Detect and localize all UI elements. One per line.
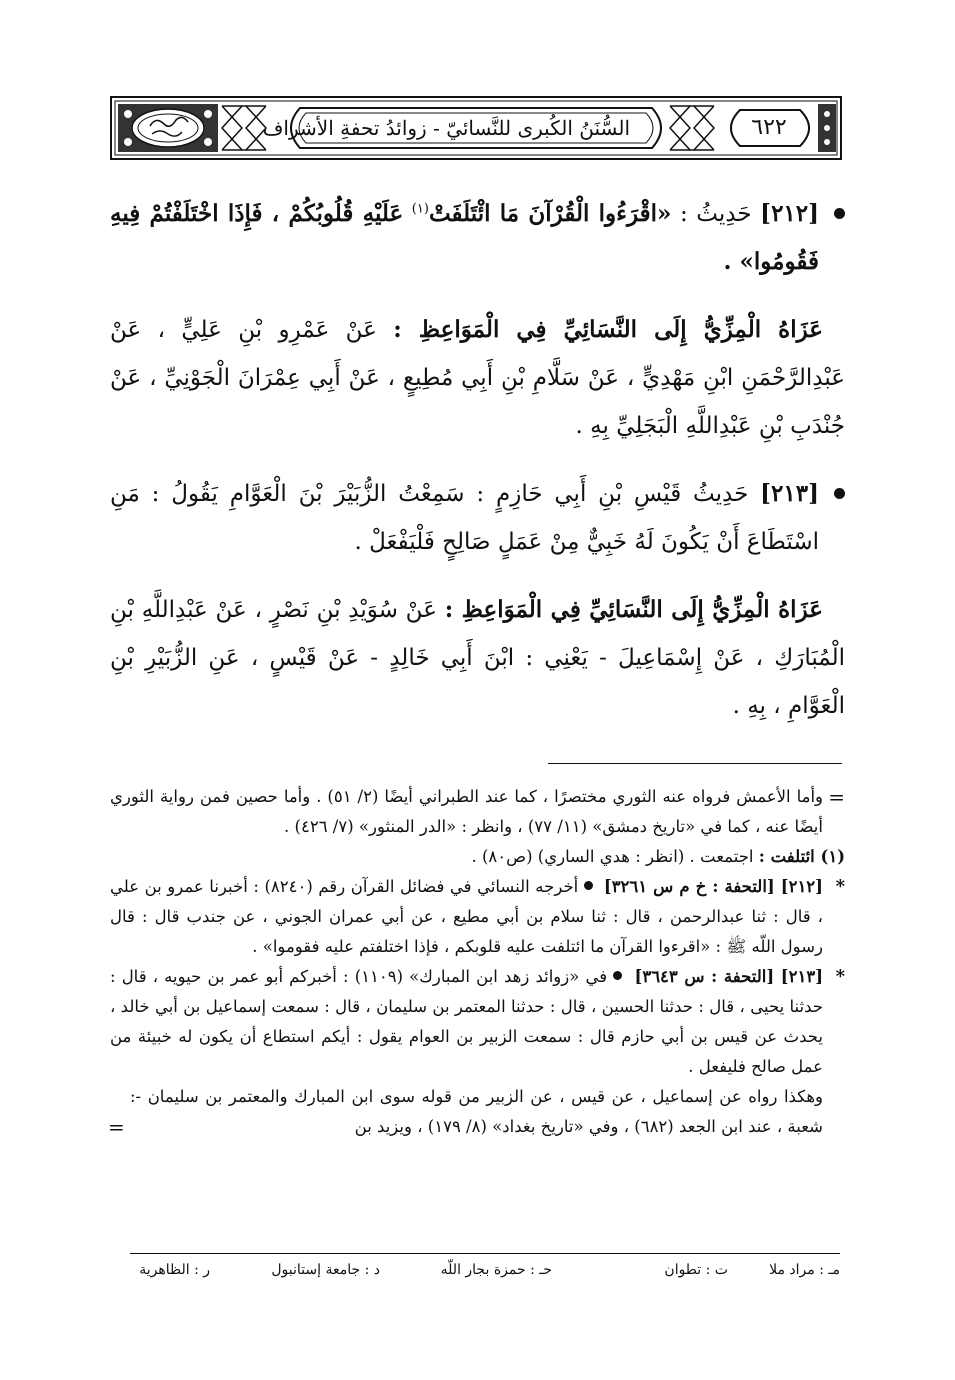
legend-item: مـ : مراد ملا	[769, 1262, 840, 1278]
star-mark: *	[835, 876, 845, 897]
continues-mark: =	[108, 1115, 125, 1139]
legend-item: ت : تطوان	[664, 1262, 728, 1278]
footnote-1	[110, 842, 845, 872]
continuation-mark: =	[828, 785, 845, 809]
footnote-ref: (١)	[411, 201, 429, 217]
legend-item: ر : الظاهرية	[139, 1262, 210, 1278]
note-213-text: في «زوائد زهد ابن المبارك» (١١٠٩) : أخبركم أبو عمر بن حيويه ، قال : حدثنا يحيى ، قال : حدثنا الحسين ، قال : حدثنا المعتمر بن سليمان ، قال : سمعت إسماعيل بن أبي خالد ، يحدث عن قيس بن أبي حازم قال : سمعت الزبير بن العوام يقول : أيكم استطاع أن يكون له خبيئة من عمل صالح فليفعل .	[110, 967, 823, 1076]
star-mark: *	[835, 966, 845, 987]
attribution-chain: عَنْ سُوَيْدِ بْنِ نَصْرٍ ، عَنْ عَبْدِاللَّهِ بْنِ الْمُبَارَكِ ، عَنْ إِسْمَاعِيلَ - يَعْنِي : ابْنَ أَبِي خَالِدٍ - عَنْ قَيْسٍ ، عَنِ الزُّبَيْرِ بْنِ الْعَوَّامِ ، بِهِ .	[110, 597, 845, 719]
footnote-1-label: (١) ائتلفت :	[758, 847, 845, 866]
entry-label: حَدِيثُ :	[679, 201, 752, 227]
hadith-entry-213	[110, 470, 845, 566]
note-213-ref: [٢١٣] [التحفة : س ٣٦٤٣]	[634, 967, 823, 986]
legend-separator	[130, 1253, 840, 1254]
bullet-icon	[834, 488, 845, 499]
note-212	[110, 872, 845, 962]
note-212-ref: [٢١٢] [التحفة : خ م س ٣٢٦١]	[603, 877, 823, 896]
hadith-entry-212	[110, 190, 845, 286]
bullet-icon	[613, 971, 622, 980]
legend-item: د : جامعة إستانبول	[271, 1262, 380, 1278]
note-213-more	[110, 1082, 845, 1142]
manuscript-legend	[130, 1262, 840, 1284]
page-number: ٦٢٢	[751, 115, 787, 140]
bullet-icon	[834, 208, 845, 219]
footnote-separator	[548, 763, 842, 764]
attribution-212	[110, 306, 845, 450]
running-title: السُّنَنُ الكُبرى للنَّسائيّ - زوائدُ تحفةِ الأشراف	[262, 116, 630, 140]
footnote-continuation	[110, 782, 845, 842]
footnotes	[110, 782, 845, 1142]
attribution-chain: عَنْ عَمْرِو بْنِ عَلِيٍّ ، عَنْ عَبْدِالرَّحْمَنِ ابْنِ مَهْدِيٍّ ، عَنْ سَلَّامِ بْنِ أَبِي مُطِيعٍ ، عَنْ أَبِي عِمْرَانَ الْجَوْنِيِّ ، عَنْ جُنْدَبِ بْنِ عَبْدِاللَّهِ الْبَجَلِيِّ بِهِ .	[110, 317, 845, 439]
footnote-1-text: اجتمعت . (انظر : هدي الساري) (ص٨٠) .	[471, 847, 754, 866]
attribution-label: عَزَاهُ الْمِزِّيُّ إِلَى النَّسَائِيِّ فِي الْمَوَاعِظِ :	[393, 316, 823, 343]
note-213-more-text: وهكذا رواه عن إسماعيل ، عن قيس ، عن الزبير من قوله سوى ابن المبارك والمعتمر بن سليمان -: شعبة ، عند ابن الجعد (٦٨٢) ، وفي «تاريخ بغداد» (٨/ ١٧٩) ، ويزيد بن	[130, 1087, 823, 1136]
note-212-text: أخرجه النسائي في فضائل القرآن رقم (٨٢٤٠) : أخبرنا عمرو بن علي ، قال : ثنا عبدالرحمن ، قال : ثنا سلام بن أبي مطيع ، عن أبي عمران الجوني ، عن جندب قال : قال رسول اللّه ﷺ : «اقرءوا القرآن ما ائتلفت عليه قلوبكم ، فإذا اختلفتم عليه فقوموا» .	[110, 877, 823, 956]
hadith-text: حَدِيثُ قَيْسِ بْنِ أَبِي حَازِمٍ : سَمِعْتُ الزُّبَيْرَ بْنَ الْعَوَّامِ يَقُولُ : مَنِ اسْتَطَاعَ أَنْ يَكُونَ لَهُ خَبِيٌّ مِنْ عَمَلٍ صَالِحٍ فَلْيَفْعَلْ .	[110, 481, 819, 555]
bullet-icon	[584, 881, 593, 890]
note-213	[110, 962, 845, 1082]
attribution-213	[110, 586, 845, 730]
attribution-label: عَزَاهُ الْمِزِّيُّ إِلَى النَّسَائِيِّ فِي الْمَوَاعِظِ :	[444, 596, 823, 623]
hadith-text-cont: عَلَيْهِ قُلُوبُكُمْ ، فَإِذَا اخْتَلَفْتُمْ فِيهِ فَقُومُوا» .	[110, 200, 819, 275]
entry-number: [٢١٣]	[760, 480, 819, 507]
continuation-text: وأما الأعمش فرواه عنه الثوري مختصرًا ، كما عند الطبراني أيضًا (٢/ ٥١) . وأما حصين فمن رواية الثوري أيضًا عنه ، كما في «تاريخ دمشق» (١١/ ٧٧) ، وانظر : «الدر المنثور» (٧/ ٤٢٦) .	[110, 787, 824, 836]
page-header	[110, 96, 842, 160]
legend-item: حـ : حمزة بجار اللّه	[440, 1262, 552, 1278]
entry-number: [٢١٢]	[760, 200, 820, 227]
hadith-text: «اقْرَءُوا الْقُرْآنَ مَا ائْتَلَفَتْ	[428, 200, 672, 227]
main-text	[110, 190, 845, 730]
